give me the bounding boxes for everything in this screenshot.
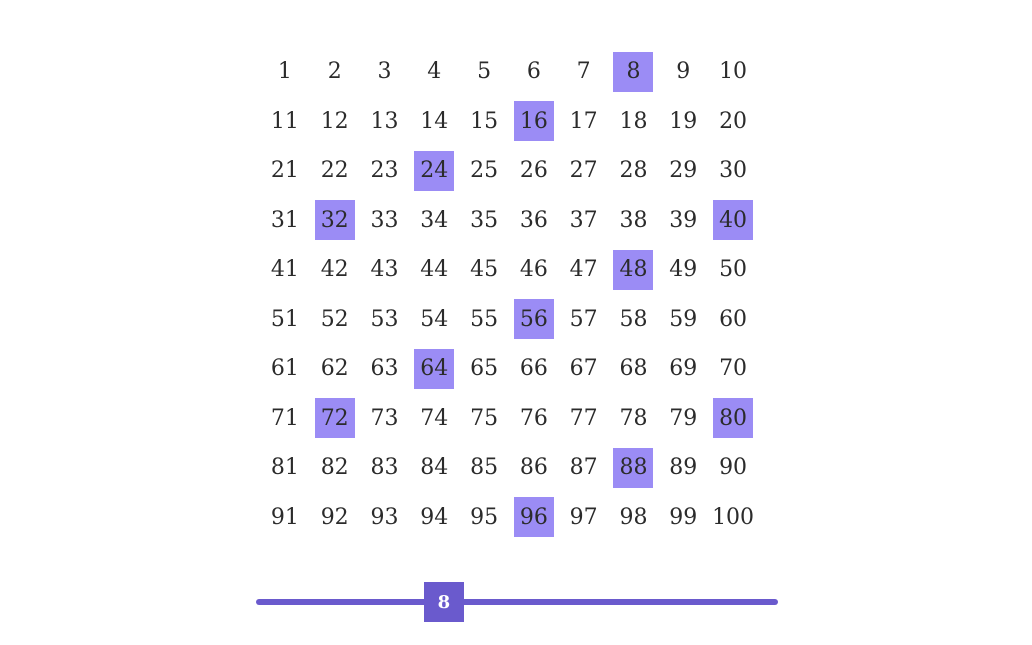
number-label: 12 (320, 108, 349, 134)
number-label: 95 (470, 504, 499, 530)
number-label: 45 (470, 257, 499, 283)
number-cell (360, 344, 410, 394)
number-label: 14 (420, 108, 449, 134)
number-label: 69 (669, 356, 698, 382)
number-cell (409, 394, 459, 444)
slider-value-label: 8 (437, 591, 451, 613)
number-label: 71 (270, 405, 299, 431)
number-cell (260, 97, 310, 147)
number-cell (658, 146, 708, 196)
number-label: 79 (669, 405, 698, 431)
number-cell (310, 47, 360, 97)
number-cell (409, 245, 459, 295)
number-cell (459, 146, 509, 196)
number-cell (459, 47, 509, 97)
number-cell (609, 47, 659, 97)
number-label: 37 (569, 207, 598, 233)
number-label: 54 (420, 306, 449, 332)
number-label: 78 (619, 405, 648, 431)
number-label: 64 (420, 356, 449, 382)
number-label: 59 (669, 306, 698, 332)
number-cell (360, 493, 410, 543)
number-label: 9 (676, 59, 691, 85)
number-label: 100 (712, 504, 755, 530)
number-cell (260, 245, 310, 295)
number-cell (509, 344, 559, 394)
number-label: 10 (719, 59, 748, 85)
number-cell (360, 47, 410, 97)
number-cell (260, 295, 310, 345)
number-cell (409, 97, 459, 147)
number-cell (409, 443, 459, 493)
number-label: 28 (619, 158, 648, 184)
number-cell (509, 394, 559, 444)
number-label: 23 (370, 158, 399, 184)
number-label: 19 (669, 108, 698, 134)
number-label: 85 (470, 455, 499, 481)
number-label: 51 (270, 306, 299, 332)
number-label: 24 (420, 158, 449, 184)
number-label: 66 (519, 356, 548, 382)
number-cell (360, 295, 410, 345)
number-label: 22 (320, 158, 349, 184)
number-label: 89 (669, 455, 698, 481)
number-cell (509, 97, 559, 147)
number-cell (260, 47, 310, 97)
number-label: 49 (669, 257, 698, 283)
number-label: 74 (420, 405, 449, 431)
number-cell (459, 493, 509, 543)
number-label: 81 (270, 455, 299, 481)
number-label: 27 (569, 158, 598, 184)
number-label: 13 (370, 108, 399, 134)
number-label: 47 (569, 257, 598, 283)
number-label: 72 (320, 405, 349, 431)
number-label: 30 (719, 158, 748, 184)
number-cell (708, 443, 758, 493)
number-label: 6 (526, 59, 541, 85)
number-label: 90 (719, 455, 748, 481)
number-cell (409, 493, 459, 543)
number-label: 44 (420, 257, 449, 283)
number-label: 84 (420, 455, 449, 481)
number-label: 8 (626, 59, 641, 85)
number-label: 41 (270, 257, 299, 283)
number-label: 50 (719, 257, 748, 283)
number-label: 18 (619, 108, 648, 134)
number-cell (708, 47, 758, 97)
number-label: 26 (519, 158, 548, 184)
number-label: 97 (569, 504, 598, 530)
number-cell (360, 146, 410, 196)
number-cell (708, 493, 758, 543)
number-label: 77 (569, 405, 598, 431)
number-label: 96 (519, 504, 548, 530)
number-cell (509, 196, 559, 246)
number-label: 65 (470, 356, 499, 382)
number-label: 40 (719, 207, 748, 233)
number-cell (559, 344, 609, 394)
number-label: 3 (377, 59, 392, 85)
number-cell (708, 394, 758, 444)
number-label: 88 (619, 455, 648, 481)
number-label: 1 (277, 59, 292, 85)
slider-thumb[interactable] (424, 582, 464, 622)
number-cell (509, 47, 559, 97)
number-label: 38 (619, 207, 648, 233)
number-cell (459, 295, 509, 345)
number-label: 91 (270, 504, 299, 530)
number-label: 62 (320, 356, 349, 382)
number-label: 86 (519, 455, 548, 481)
number-cell (509, 443, 559, 493)
number-cell (708, 196, 758, 246)
number-cell (459, 196, 509, 246)
number-label: 42 (320, 257, 349, 283)
number-cell (609, 196, 659, 246)
number-cell (260, 344, 310, 394)
number-cell (559, 394, 609, 444)
number-cell (360, 394, 410, 444)
number-cell (360, 196, 410, 246)
number-label: 99 (669, 504, 698, 530)
number-cell (708, 295, 758, 345)
number-label: 61 (270, 356, 299, 382)
number-label: 43 (370, 257, 399, 283)
number-cell (459, 443, 509, 493)
number-cell (260, 443, 310, 493)
number-label: 32 (320, 207, 349, 233)
number-cell (310, 97, 360, 147)
number-cell (708, 344, 758, 394)
number-cell (559, 196, 609, 246)
number-cell (509, 245, 559, 295)
slider-track[interactable] (256, 599, 778, 605)
number-label: 57 (569, 306, 598, 332)
number-cell (609, 443, 659, 493)
number-cell (459, 97, 509, 147)
number-label: 52 (320, 306, 349, 332)
number-cell (708, 245, 758, 295)
number-label: 94 (420, 504, 449, 530)
number-label: 68 (619, 356, 648, 382)
number-cell (260, 394, 310, 444)
number-cell (310, 443, 360, 493)
number-cell (609, 146, 659, 196)
number-label: 92 (320, 504, 349, 530)
number-label: 87 (569, 455, 598, 481)
number-label: 33 (370, 207, 399, 233)
number-label: 34 (420, 207, 449, 233)
number-label: 98 (619, 504, 648, 530)
number-cell (260, 196, 310, 246)
number-cell (708, 97, 758, 147)
number-cell (559, 97, 609, 147)
number-label: 63 (370, 356, 399, 382)
number-cell (559, 47, 609, 97)
number-label: 11 (270, 108, 299, 134)
number-cell (609, 295, 659, 345)
number-cell (260, 146, 310, 196)
number-label: 67 (569, 356, 598, 382)
number-label: 60 (719, 306, 748, 332)
number-cell (360, 97, 410, 147)
number-cell (708, 146, 758, 196)
number-cell (658, 245, 708, 295)
number-cell (658, 97, 708, 147)
number-cell (559, 493, 609, 543)
number-label: 17 (569, 108, 598, 134)
number-label: 48 (619, 257, 648, 283)
number-label: 73 (370, 405, 399, 431)
number-label: 15 (470, 108, 499, 134)
number-cell (310, 196, 360, 246)
number-cell (459, 394, 509, 444)
number-cell (409, 146, 459, 196)
number-cell (310, 295, 360, 345)
number-cell (609, 245, 659, 295)
number-label: 35 (470, 207, 499, 233)
number-label: 76 (519, 405, 548, 431)
number-cell (509, 493, 559, 543)
number-label: 7 (576, 59, 591, 85)
number-label: 53 (370, 306, 399, 332)
number-cell (658, 47, 708, 97)
number-label: 82 (320, 455, 349, 481)
number-label: 4 (427, 59, 442, 85)
number-cell (409, 344, 459, 394)
number-cell (658, 196, 708, 246)
number-cell (360, 245, 410, 295)
number-cell (609, 97, 659, 147)
number-label: 21 (270, 158, 299, 184)
number-cell (409, 295, 459, 345)
number-label: 2 (327, 59, 342, 85)
number-label: 36 (519, 207, 548, 233)
multiple-slider[interactable] (256, 582, 778, 622)
number-cell (609, 493, 659, 543)
number-cell (658, 394, 708, 444)
number-label: 39 (669, 207, 698, 233)
number-cell (658, 295, 708, 345)
number-cell (260, 493, 310, 543)
number-label: 46 (519, 257, 548, 283)
number-label: 20 (719, 108, 748, 134)
number-label: 5 (477, 59, 492, 85)
number-cell (509, 295, 559, 345)
number-cell (559, 295, 609, 345)
number-label: 25 (470, 158, 499, 184)
number-label: 70 (719, 356, 748, 382)
number-cell (310, 344, 360, 394)
hundred-chart (260, 47, 760, 543)
number-cell (310, 394, 360, 444)
number-cell (360, 443, 410, 493)
number-cell (559, 146, 609, 196)
number-cell (409, 47, 459, 97)
number-cell (559, 245, 609, 295)
number-cell (609, 394, 659, 444)
number-cell (459, 344, 509, 394)
number-cell (310, 245, 360, 295)
number-label: 31 (270, 207, 299, 233)
number-cell (310, 493, 360, 543)
number-label: 56 (519, 306, 548, 332)
number-cell (310, 146, 360, 196)
number-cell (409, 196, 459, 246)
number-label: 55 (470, 306, 499, 332)
number-cell (658, 443, 708, 493)
number-label: 75 (470, 405, 499, 431)
number-cell (609, 344, 659, 394)
number-label: 29 (669, 158, 698, 184)
number-cell (459, 245, 509, 295)
number-cell (658, 493, 708, 543)
number-label: 58 (619, 306, 648, 332)
number-cell (509, 146, 559, 196)
number-cell (658, 344, 708, 394)
number-label: 93 (370, 504, 399, 530)
number-label: 83 (370, 455, 399, 481)
number-label: 16 (519, 108, 548, 134)
number-label: 80 (719, 405, 748, 431)
number-cell (559, 443, 609, 493)
